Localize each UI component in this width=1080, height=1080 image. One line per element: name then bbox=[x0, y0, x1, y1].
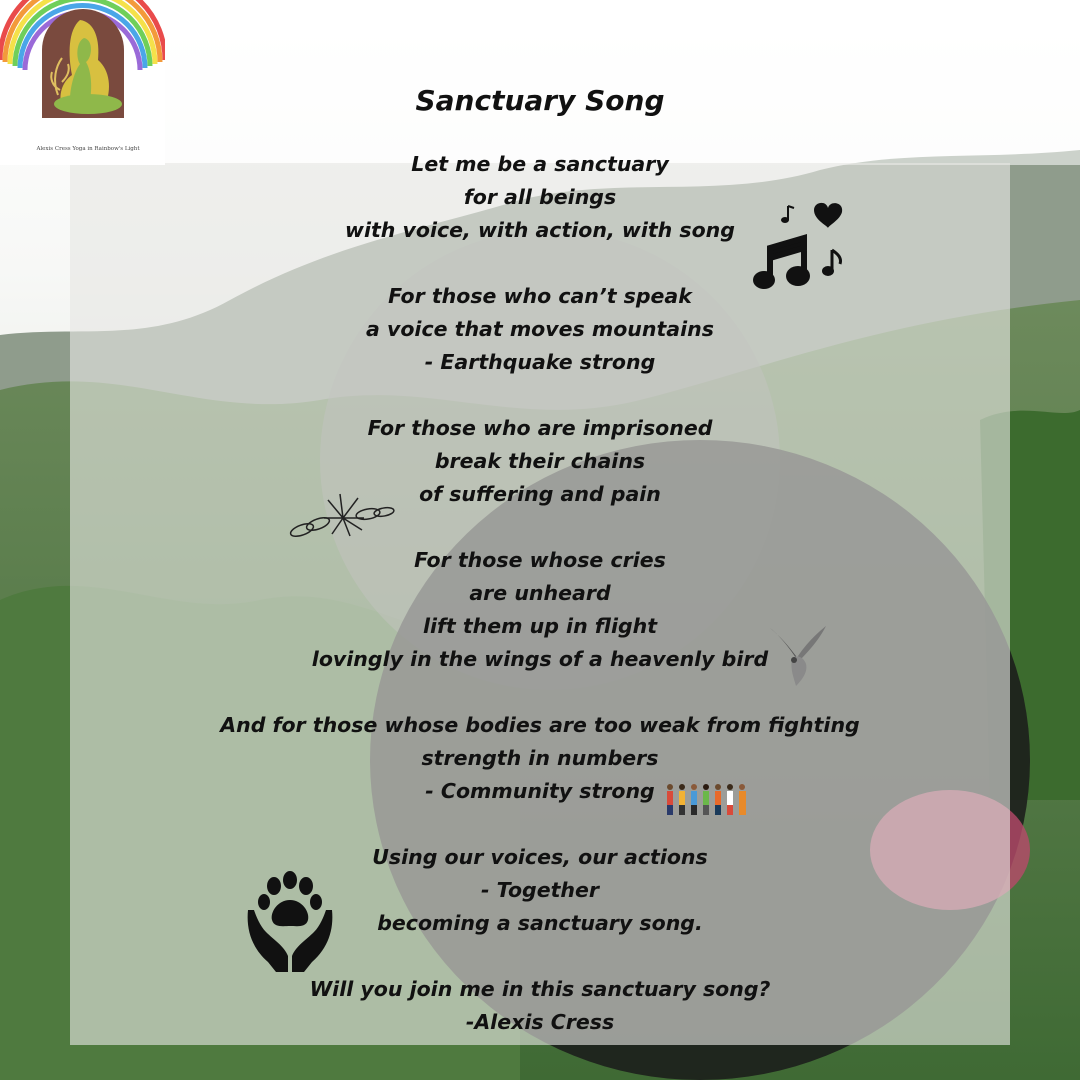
community-people-icon bbox=[664, 782, 752, 816]
poem-line: And for those whose bodies are too weak from fighting bbox=[220, 713, 860, 737]
logo-caption: Alexis Cress Yoga in Rainbow's Light bbox=[36, 146, 140, 152]
poem-line: - Community strong bbox=[425, 779, 655, 803]
poem-line: For those who are imprisoned bbox=[367, 416, 713, 440]
poem-title: Sanctuary Song bbox=[415, 84, 665, 117]
poem-line: are unheard bbox=[469, 581, 611, 605]
flying-bird-icon bbox=[768, 624, 828, 690]
poem-line: for all beings bbox=[463, 185, 617, 209]
poem-line: Using our voices, our actions bbox=[372, 845, 708, 869]
stanza bbox=[180, 973, 900, 1039]
poem-line: lovingly in the wings of a heavenly bird bbox=[311, 647, 769, 671]
stanza bbox=[180, 709, 900, 808]
poem-line: a voice that moves mountains bbox=[366, 317, 714, 341]
poem-line: of suffering and pain bbox=[419, 482, 661, 506]
paw-in-hands-icon bbox=[244, 870, 336, 974]
music-notes-heart-icon bbox=[752, 198, 850, 298]
poem-line: For those whose cries bbox=[414, 548, 666, 572]
logo bbox=[0, 0, 165, 165]
poem-line: lift them up in flight bbox=[422, 614, 658, 638]
poem-line: strength in numbers bbox=[421, 746, 659, 770]
poem-line: - Earthquake strong bbox=[424, 350, 656, 374]
poem-line: becoming a sanctuary song. bbox=[377, 911, 703, 935]
rainbow-goddess-logo bbox=[0, 0, 165, 145]
broken-chain-icon bbox=[288, 490, 396, 540]
poem-signature: -Alexis Cress bbox=[465, 1010, 615, 1034]
poem-line: Let me be a sanctuary bbox=[411, 152, 669, 176]
poem-line: break their chains bbox=[434, 449, 646, 473]
poem-line: For those who can’t speak bbox=[388, 284, 692, 308]
poem-line: with voice, with action, with song bbox=[345, 218, 735, 242]
poem-line: Will you join me in this sanctuary song? bbox=[309, 977, 771, 1001]
poem-line: - Together bbox=[480, 878, 600, 902]
